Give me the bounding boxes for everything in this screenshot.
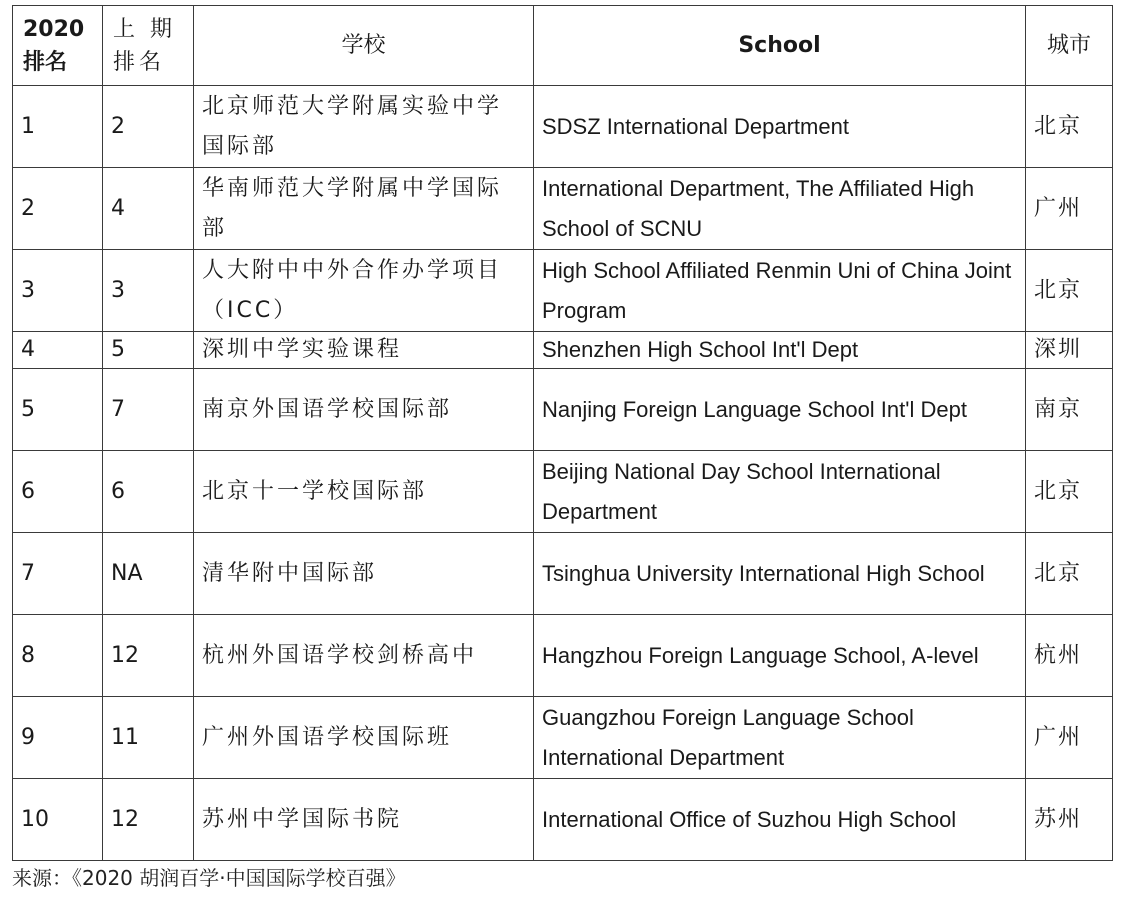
- rank-cell: 5: [13, 369, 103, 451]
- prev-rank-cell: NA: [103, 533, 194, 615]
- ranking-table: [12, 5, 1113, 861]
- prev-rank-cell: 2: [103, 86, 194, 168]
- city-cell: 深圳: [1026, 332, 1113, 369]
- school-cn-cell: 苏州中学国际书院: [194, 779, 534, 861]
- school-en-cell: International Office of Suzhou High School: [534, 779, 1026, 861]
- prev-rank-cell: 5: [103, 332, 194, 369]
- prev-rank-cell: 4: [103, 168, 194, 250]
- table-row: [13, 779, 1113, 861]
- source-note: 来源：《2020 胡润百学·中国国际学校百强》: [12, 866, 406, 890]
- city-cell: 苏州: [1026, 779, 1113, 861]
- school-cn-cell: 华南师范大学附属中学国际部: [194, 168, 534, 250]
- prev-rank-cell: 12: [103, 779, 194, 861]
- school-cn-cell: 深圳中学实验课程: [194, 332, 534, 369]
- school-cn-cell: 杭州外国语学校剑桥高中: [194, 615, 534, 697]
- rank-cell: 8: [13, 615, 103, 697]
- prev-rank-cell: 7: [103, 369, 194, 451]
- header-city: 城市: [1026, 6, 1113, 86]
- school-cn-cell: 清华附中国际部: [194, 533, 534, 615]
- rank-cell: 3: [13, 250, 103, 332]
- city-cell: 广州: [1026, 168, 1113, 250]
- city-cell: 北京: [1026, 86, 1113, 168]
- table-row: [13, 451, 1113, 533]
- school-en-cell: High School Affiliated Renmin Uni of China Joint Program: [534, 250, 1026, 332]
- prev-rank-cell: 6: [103, 451, 194, 533]
- city-cell: 北京: [1026, 250, 1113, 332]
- rank-cell: 1: [13, 86, 103, 168]
- city-cell: 北京: [1026, 451, 1113, 533]
- header-rank: 2020 排名: [13, 6, 103, 86]
- rank-cell: 4: [13, 332, 103, 369]
- rank-cell: 9: [13, 697, 103, 779]
- table-row: [13, 250, 1113, 332]
- school-cn-cell: 北京十一学校国际部: [194, 451, 534, 533]
- table-row: [13, 697, 1113, 779]
- city-cell: 杭州: [1026, 615, 1113, 697]
- prev-rank-cell: 12: [103, 615, 194, 697]
- school-en-cell: SDSZ International Department: [534, 86, 1026, 168]
- prev-rank-cell: 3: [103, 250, 194, 332]
- table-row: [13, 168, 1113, 250]
- header-row: [13, 6, 1113, 86]
- rank-cell: 6: [13, 451, 103, 533]
- school-en-cell: International Department, The Affiliated High School of SCNU: [534, 168, 1026, 250]
- school-cn-cell: 人大附中中外合作办学项目（ICC）: [194, 250, 534, 332]
- table-row: [13, 86, 1113, 168]
- city-cell: 北京: [1026, 533, 1113, 615]
- city-cell: 南京: [1026, 369, 1113, 451]
- rank-cell: 10: [13, 779, 103, 861]
- table-row: [13, 332, 1113, 369]
- table-row: [13, 369, 1113, 451]
- school-en-cell: Tsinghua University International High School: [534, 533, 1026, 615]
- rank-cell: 7: [13, 533, 103, 615]
- header-school-en: School: [534, 6, 1026, 86]
- school-cn-cell: 北京师范大学附属实验中学国际部: [194, 86, 534, 168]
- school-en-cell: Guangzhou Foreign Language School International Department: [534, 697, 1026, 779]
- school-en-cell: Nanjing Foreign Language School Int'l Dept: [534, 369, 1026, 451]
- school-en-cell: Hangzhou Foreign Language School, A-level: [534, 615, 1026, 697]
- school-cn-cell: 广州外国语学校国际班: [194, 697, 534, 779]
- table-row: [13, 615, 1113, 697]
- prev-rank-cell: 11: [103, 697, 194, 779]
- table-row: [13, 533, 1113, 615]
- school-en-cell: Shenzhen High School Int'l Dept: [534, 332, 1026, 369]
- header-school-cn: 学校: [194, 6, 534, 86]
- school-en-cell: Beijing National Day School International Department: [534, 451, 1026, 533]
- rank-cell: 2: [13, 168, 103, 250]
- city-cell: 广州: [1026, 697, 1113, 779]
- header-prev-rank: 上 期 排名: [103, 6, 194, 86]
- school-cn-cell: 南京外国语学校国际部: [194, 369, 534, 451]
